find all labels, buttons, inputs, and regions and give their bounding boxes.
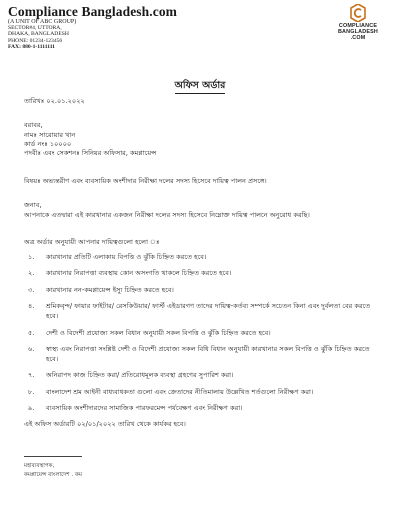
company-unit: (A UNIT OF ABC GROUP): [8, 19, 77, 25]
recipient-designation: পদবীঃ এবং সেকশনঃ সিনিয়র অফিসার, কমপ্লায়েন্স: [24, 149, 157, 157]
list-item: ৩. কারখানার নন-কমপ্লায়েন্স ইস্যু চিহ্নিত করতে হবে।: [28, 285, 174, 294]
company-fax: FAX: 880-1-1111111: [8, 43, 55, 50]
company-address-1: SECTOR#4, UTTORA,: [8, 25, 62, 32]
list-item: ৭. অনিরাপদ কাজ চিহ্নিত করা/ প্রতিরোধমূলক ব্যবস্থা গ্রহণের সুপারিশ করা।: [28, 371, 234, 380]
signatory-org: কমপ্লায়েন্স বাংলাদেশ . কম: [24, 472, 82, 478]
duties-list: [24, 252, 376, 420]
intro-paragraph: আপনাকে এতদ্বারা এই কারখানার একজন নিরীক্ষা দলের সদস্য হিসেবে নিম্নোক্ত দায়িত্ব পালনে অনুরোধ করছি।: [24, 211, 310, 219]
signature-line: [24, 456, 82, 457]
signatory-title: মহাব্যবস্থাপক,: [24, 463, 55, 469]
effective-date-line: এই অফিস অর্ডারটি ০২/০১/২০২২ তারিখ থেকে কার্যকর হবে।: [24, 420, 186, 428]
company-phone: PHONE: 01234-123456: [8, 37, 63, 44]
company-logo: [326, 4, 390, 44]
letterhead: [8, 4, 392, 52]
list-item: ৫. দেশী ও বিদেশী প্রযোজ্য সকল বিধান অনুযায়ী সকল বিপত্তি ও ঝুঁকি চিহ্নিত করতে হবে।: [28, 328, 271, 337]
list-item: ৮. বাংলাদেশ শ্রম আইনী বাধ্যবাধকতা গুলো এবং ক্রেতাদের নীতিমালায় উল্লেখিত শর্তগুলো নিরীক্ষণ করা।: [28, 387, 314, 396]
date-line: তারিখঃ ০২.০১.২০২২: [24, 97, 85, 105]
list-item: ৯. ব্যবসায়িক অংশীদারদের সামাজিক পারফরমেন্স পর্যবেক্ষণ এবং নিরীক্ষণ করা।: [28, 404, 243, 413]
list-item: ৬. স্বাস্থ্য এবং নিরাপত্তা সংশ্লিষ্ট দেশী ও বিদেশী প্রযোজ্য সকল বিধি বিধান অনুযায়ী কারখানার সকল বিপত্তি ও ঝুঁকি চিহ্নিত করতে হবে।: [28, 344, 370, 363]
compliance-logo-icon: [350, 4, 366, 22]
list-item: ৪. শ্রমিকবৃন্দ/ ফায়ার ফাইটার/ রেসকিউয়ার/ ফার্স্ট এইডারগণ তাদের দায়িত্ব-কর্তব্য সম্পর্কে সচেতন কিনা এবং দুর্বলতা বের করতে হবে।: [28, 302, 371, 321]
logo-wordmark: COMPLIANCE BANGLADESH .COM: [337, 23, 379, 41]
subject-line: বিষয়ঃ অভ্যন্তরীণ এবং ব্যবসায়িক অংশীদার নিরীক্ষা দলের সদস্য হিসেবে দায়িত্ব পালন প্রসঙ্গে।: [24, 177, 267, 185]
list-item: ২. কারখানার নিরাপত্তা ব্যবস্থায় কোন অসংগতি থাকলে চিহ্নিত করতে হবে।: [28, 269, 232, 278]
duties-heading: অত্র অর্ডার অনুযায়ী আপনার দায়িত্বগুলো হলো ঃ: [24, 238, 160, 246]
recipient-name: নামঃ সারোয়ার খান: [24, 131, 76, 139]
title-wrapper: [0, 73, 400, 94]
salutation: জনাব,: [24, 201, 42, 209]
company-address-2: DHAKA, BANGLADESH: [8, 31, 69, 38]
recipient-card: কার্ড নংঃ ১০০০০: [24, 140, 72, 148]
list-item: ১. কারখানার প্রতিটি এলাকায় বিপত্তি ও ঝুঁকি চিহ্নিত করতে হবে।: [28, 253, 207, 261]
document-title: অফিস অর্ডার: [175, 80, 226, 94]
company-name: Compliance Bangladesh.com: [8, 4, 178, 19]
recipient-to: বরাবর,: [24, 121, 43, 129]
